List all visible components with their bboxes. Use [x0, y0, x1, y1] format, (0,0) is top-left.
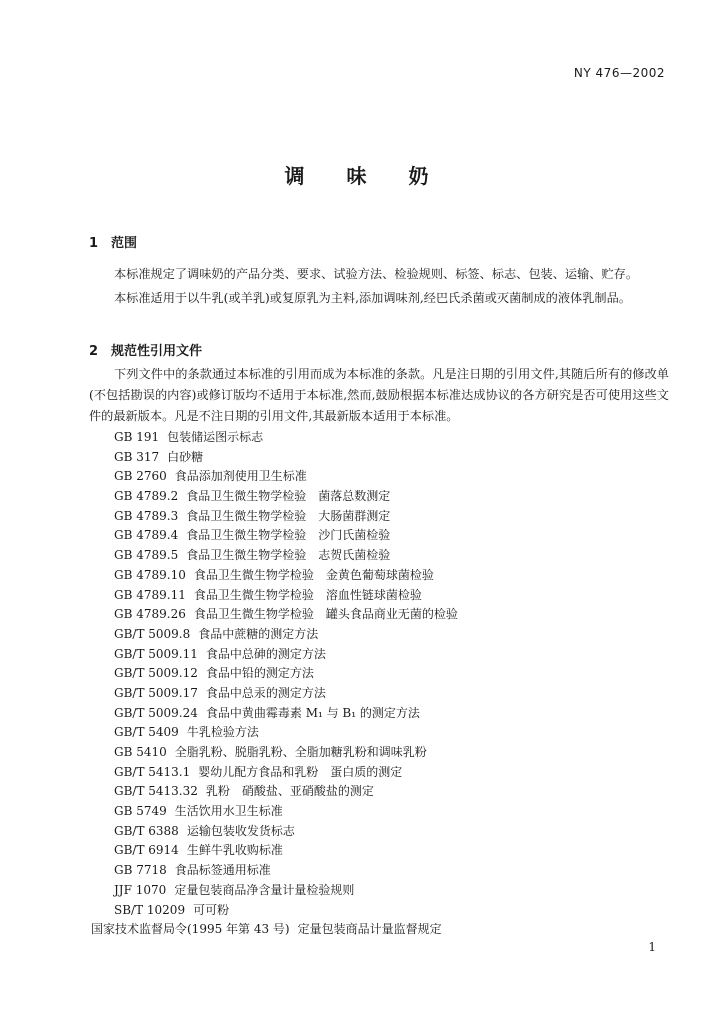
reference-item — [114, 881, 458, 901]
reference-item — [114, 822, 458, 842]
reference-title: 食品标签通用标准 — [174, 863, 271, 878]
reference-item — [114, 802, 458, 822]
reference-code: GB/T 5009.17 — [114, 685, 198, 700]
reference-code: GB 4789.2 — [114, 489, 179, 504]
reference-title: 全脂乳粉、脱脂乳粉、全脂加糖乳粉和调味乳粉 — [174, 745, 427, 759]
reference-title: 食品卫生微生物学检验 金黄色葡萄球菌检验 — [193, 567, 434, 582]
scope-paragraph-1: 本标准规定了调味奶的产品分类、要求、试验方法、检验规则、标签、标志、包装、运输、贮存。 — [114, 267, 639, 281]
reference-code: GB/T 5009.11 — [114, 646, 198, 661]
scope-paragraph-2: 本标准适用于以牛乳(或羊乳)或复原乳为主料,添加调味剂,经巴氏杀菌或灭菌制成的液体乳制品。 — [114, 291, 631, 305]
reference-item — [114, 546, 458, 566]
reference-code: GB 317 — [114, 449, 160, 464]
reference-code: GB 4789.3 — [114, 508, 179, 523]
reference-item — [114, 861, 458, 881]
reference-item — [114, 586, 458, 606]
reference-title: 定量包装商品净含量计量检验规则 — [174, 882, 355, 897]
section-number: 2 — [89, 344, 99, 359]
reference-item — [114, 704, 458, 724]
reference-code: GB 4789.5 — [114, 548, 179, 563]
section-heading-references — [89, 340, 202, 359]
reference-item — [114, 467, 458, 487]
reference-code: GB/T 6388 — [114, 823, 179, 838]
reference-title: 可可粉 — [193, 902, 230, 917]
reference-title: 生鲜牛乳收购标准 — [186, 843, 283, 858]
reference-code: GB 4789.10 — [114, 567, 186, 582]
reference-title: 食品卫生微生物学检验 沙门氏菌检验 — [186, 528, 391, 543]
reference-code: 国家技术监督局令(1995 年第 43 号) — [91, 922, 290, 937]
reference-item — [114, 743, 458, 763]
reference-code: GB 7718 — [114, 863, 167, 878]
reference-title: 食品中铅的测定方法 — [205, 666, 314, 681]
reference-title: 白砂糖 — [167, 449, 204, 464]
reference-item — [114, 782, 458, 802]
reference-title: 食品卫生微生物学检验 志贺氏菌检验 — [186, 548, 391, 563]
reference-code: GB 2760 — [114, 469, 167, 484]
reference-item — [114, 625, 458, 645]
reference-title: 食品卫生微生物学检验 罐头食品商业无菌的检验 — [193, 607, 458, 622]
reference-list — [91, 428, 458, 940]
reference-code: SB/T 10209 — [114, 902, 186, 917]
reference-item — [114, 428, 458, 448]
section-title: 范围 — [111, 236, 138, 251]
reference-item — [114, 664, 458, 684]
reference-item — [114, 507, 458, 527]
section-heading-scope — [89, 232, 137, 251]
reference-code: GB/T 5009.24 — [114, 705, 198, 720]
reference-title: 牛乳检验方法 — [186, 725, 259, 740]
reference-code: GB 191 — [114, 430, 160, 444]
standard-code: NY 476—2002 — [573, 66, 665, 80]
reference-title: 食品添加剂使用卫生标准 — [174, 469, 307, 484]
reference-item — [114, 901, 458, 921]
reference-item — [114, 723, 458, 743]
reference-item — [114, 448, 458, 468]
reference-item — [114, 526, 458, 546]
reference-item — [114, 566, 458, 586]
reference-code: GB 4789.11 — [114, 587, 186, 602]
reference-item — [114, 684, 458, 704]
reference-item — [114, 841, 458, 861]
reference-code: GB 5749 — [114, 804, 167, 819]
reference-code: GB/T 5413.1 — [114, 764, 191, 779]
reference-code: GB 4789.26 — [114, 607, 186, 622]
reference-title: 食品中黄曲霉毒素 M₁ 与 B₁ 的测定方法 — [205, 705, 420, 720]
reference-title: 食品中总砷的测定方法 — [205, 646, 326, 661]
reference-code: GB/T 6914 — [114, 843, 179, 858]
reference-item — [114, 605, 458, 625]
reference-item — [114, 763, 458, 783]
reference-title: 食品卫生微生物学检验 大肠菌群测定 — [186, 508, 391, 523]
reference-title: 乳粉 硝酸盐、亚硝酸盐的测定 — [205, 784, 374, 799]
reference-item-last — [91, 920, 458, 940]
reference-title: 运输包装收发货标志 — [186, 823, 295, 838]
reference-title: 婴幼儿配方食品和乳粉 蛋白质的测定 — [198, 764, 403, 779]
reference-code: GB/T 5009.8 — [114, 626, 191, 641]
reference-title: 食品中总汞的测定方法 — [205, 685, 326, 700]
reference-title: 食品卫生微生物学检验 菌落总数测定 — [186, 489, 391, 504]
document-title: 调味奶 — [284, 164, 471, 188]
reference-code: GB 4789.4 — [114, 528, 179, 543]
reference-code: GB 5410 — [114, 745, 167, 759]
page-number: 1 — [648, 940, 656, 954]
section-number: 1 — [89, 236, 99, 251]
reference-code: GB/T 5409 — [114, 725, 179, 740]
reference-item — [114, 487, 458, 507]
references-intro: 下列文件中的条款通过本标准的引用而成为本标准的条款。凡是注日期的引用文件,其随后所有的修改单(不包括勘误的内容)或修订版均不适用于本标准,然而,鼓励根据本标准达成协议的各方研究是否可使用这些文件的最新版本。凡是不注日期的引用文件,其最新版本适用于本标准。 — [89, 367, 669, 423]
reference-code: JJF 1070 — [114, 882, 167, 897]
reference-title: 生活饮用水卫生标准 — [174, 804, 283, 819]
reference-item — [114, 645, 458, 665]
reference-code: GB/T 5009.12 — [114, 666, 198, 681]
reference-title: 食品中蔗糖的测定方法 — [198, 626, 319, 641]
section-title: 规范性引用文件 — [111, 344, 203, 359]
reference-title: 包装储运图示标志 — [167, 430, 264, 444]
reference-code: GB/T 5413.32 — [114, 784, 198, 799]
reference-title: 食品卫生微生物学检验 溶血性链球菌检验 — [193, 587, 422, 602]
reference-title: 定量包装商品计量监督规定 — [297, 922, 442, 937]
